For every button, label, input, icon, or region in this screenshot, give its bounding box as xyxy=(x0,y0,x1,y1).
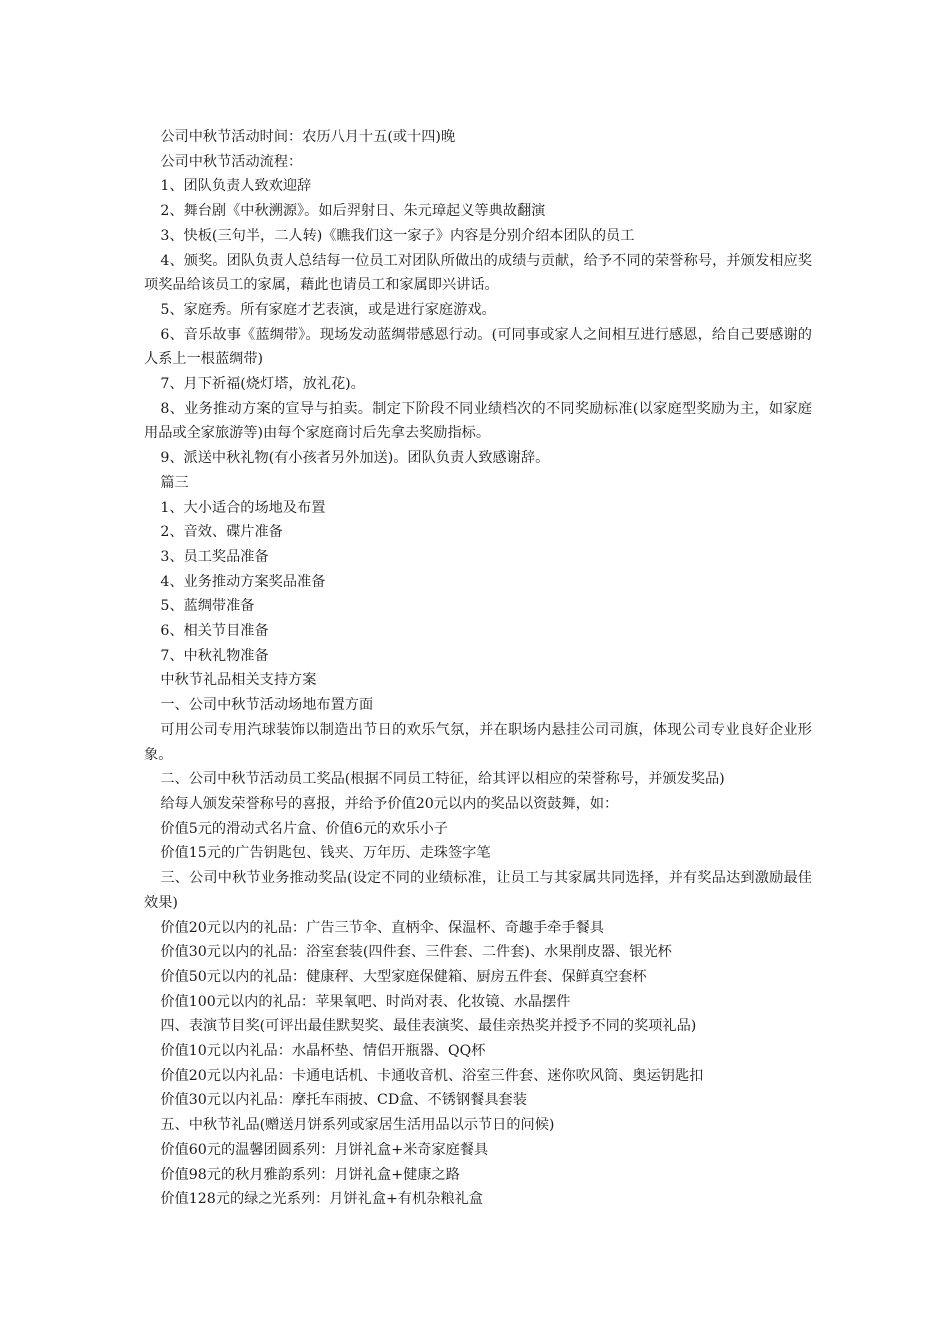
paragraph: 价值10元以内礼品：水晶杯垫、情侣开瓶器、QQ杯 xyxy=(160,1043,486,1060)
paragraph: 五、中秋节礼品(赠送月饼系列或家居生活用品以示节日的问候) xyxy=(160,1117,555,1134)
paragraph: 9、派送中秋礼物(有小孩者另外加送)。团队负责人致感谢辞。 xyxy=(160,450,550,467)
paragraph: 给每人颁发荣誉称号的喜报，并给予价值20元以内的奖品以资鼓舞，如： xyxy=(160,795,619,812)
paragraph: 3、快板(三句半，二人转)《瞧我们这一家子》内容是分别介绍本团队的员工 xyxy=(160,227,635,244)
paragraph: 价值30元以内的礼品：浴室套装(四件套、三件套、二件套)、水果削皮器、银光杯 xyxy=(160,944,672,961)
paragraph: 4、颁奖。团队负责人总结每一位员工对团队所做出的成绩与贡献，给予不同的荣誉称号，并颁发相应奖项奖品给该员工的家属，藉此也请员工和家属即兴讲话。 xyxy=(144,252,812,294)
paragraph: 价值50元以内的礼品：健康秤、大型家庭保健箱、厨房五件套、保鲜真空套杯 xyxy=(160,968,647,985)
paragraph: 5、蓝绸带准备 xyxy=(160,598,255,615)
paragraph: 价值20元以内的礼品：广告三节伞、直柄伞、保温杯、奇趣手牵手餐具 xyxy=(160,919,605,936)
paragraph: 1、团队负责人致欢迎辞 xyxy=(160,178,312,195)
paragraph: 公司中秋节活动时间：农历八月十五(或十四)晚 xyxy=(160,129,456,145)
paragraph: 四、表演节目奖(可评出最佳默契奖、最佳表演奖、最佳亲热奖并授予不同的奖项礼品) xyxy=(160,1018,697,1035)
paragraph: 价值15元的广告钥匙包、钱夹、万年历、走珠签字笔 xyxy=(160,845,491,862)
document-page xyxy=(144,125,812,1212)
section-heading: 中秋节礼品相关支持方案 xyxy=(160,672,317,689)
paragraph: 2、舞台剧《中秋溯源》。如后羿射日、朱元璋起义等典故翻演 xyxy=(160,203,546,220)
paragraph: 7、中秋礼物准备 xyxy=(160,647,269,664)
paragraph: 5、家庭秀。所有家庭才艺表演，或是进行家庭游戏。 xyxy=(160,301,496,318)
paragraph: 3、员工奖品准备 xyxy=(160,548,269,565)
section-heading: 篇三 xyxy=(160,474,189,491)
paragraph: 一、公司中秋节活动场地布置方面 xyxy=(160,697,374,714)
paragraph: 6、音乐故事《蓝绸带》。现场发动蓝绸带感恩行动。(可同事或家人之间相互进行感恩，给自己要感谢的人系上一根蓝绸带) xyxy=(144,326,812,368)
paragraph: 6、相关节目准备 xyxy=(160,623,269,640)
paragraph: 1、大小适合的场地及布置 xyxy=(160,499,326,516)
paragraph: 三、公司中秋节业务推动奖品(设定不同的业绩标准，让员工与其家属共同选择，并有奖品达到激励最佳效果) xyxy=(144,870,812,911)
paragraph: 公司中秋节活动流程： xyxy=(160,153,303,170)
paragraph: 8、业务推动方案的宣导与拍卖。制定下阶段不同业绩档次的不同奖励标准(以家庭型奖励为主，如家庭用品或全家旅游等)由每个家庭商讨后先拿去奖励指标。 xyxy=(144,400,812,442)
paragraph: 价值98元的秋月雅韵系列：月饼礼盒+健康之路 xyxy=(160,1166,460,1183)
paragraph: 7、月下祈福(烧灯塔，放礼花)。 xyxy=(160,376,365,393)
paragraph: 价值20元以内礼品：卡通电话机、卡通收音机、浴室三件套、迷你吹风筒、奥运钥匙扣 xyxy=(160,1067,704,1084)
paragraph: 二、公司中秋节活动员工奖品(根据不同员工特征，给其评以相应的荣誉称号，并颁发奖品) xyxy=(160,771,725,788)
paragraph: 价值60元的温馨团圆系列：月饼礼盒+米奇家庭餐具 xyxy=(160,1141,489,1158)
paragraph: 价值100元以内的礼品：苹果氧吧、时尚对表、化妆镜、水晶摆件 xyxy=(160,993,571,1010)
paragraph: 价值128元的绿之光系列：月饼礼盒+有机杂粮礼盒 xyxy=(160,1191,484,1208)
paragraph: 价值30元以内礼品：摩托车雨披、CD盒、不锈钢餐具套装 xyxy=(160,1092,527,1109)
paragraph: 价值5元的滑动式名片盒、价值6元的欢乐小子 xyxy=(160,820,448,837)
paragraph: 4、业务推动方案奖品准备 xyxy=(160,573,326,590)
paragraph: 可用公司专用汽球装饰以制造出节日的欢乐气氛，并在职场内悬挂公司司旗，体现公司专业良好企业形象。 xyxy=(144,721,812,763)
paragraph: 2、音效、碟片准备 xyxy=(160,524,283,541)
